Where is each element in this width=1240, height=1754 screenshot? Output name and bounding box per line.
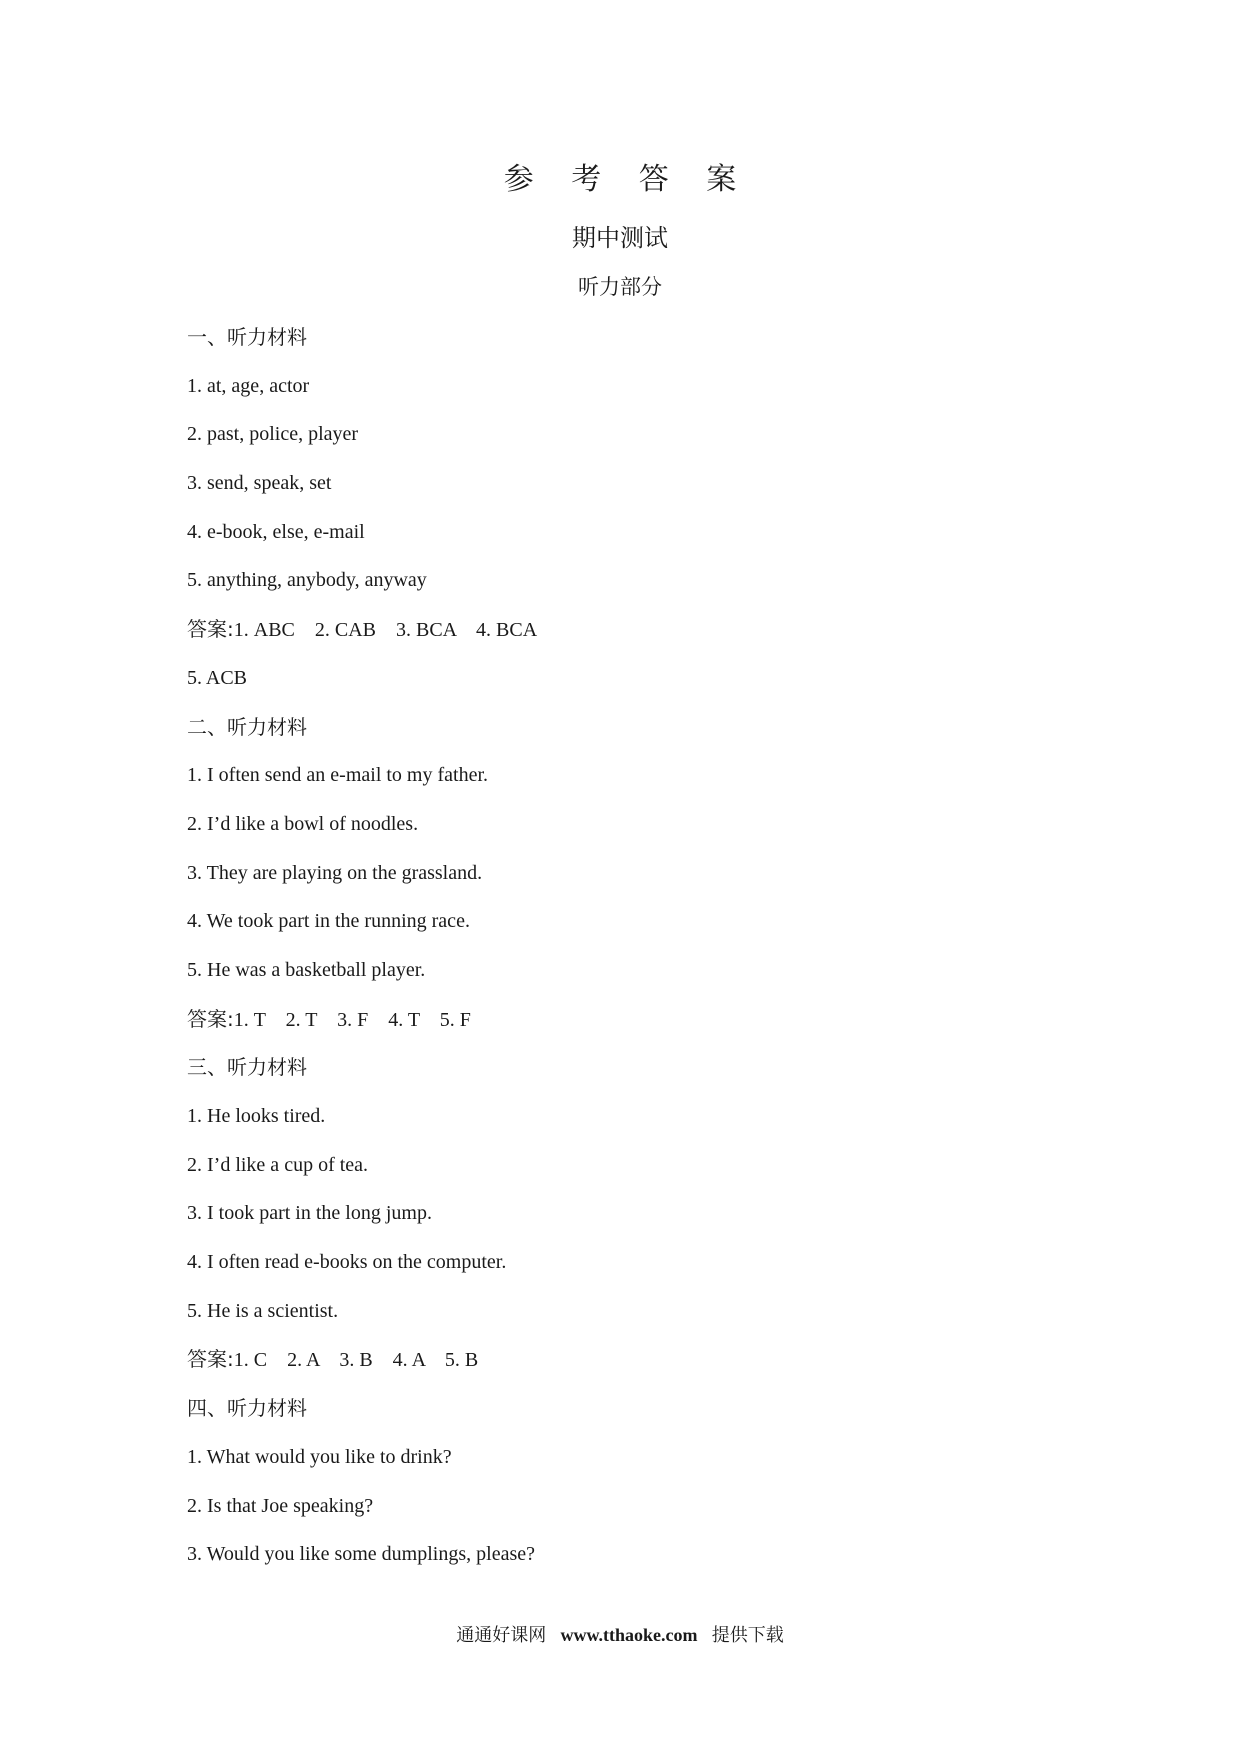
list-item: 2. I’d like a cup of tea. — [187, 1153, 369, 1176]
list-item: 5. He is a scientist. — [187, 1299, 339, 1322]
list-item: 1. He looks tired. — [187, 1105, 326, 1127]
answer-line — [187, 614, 1087, 663]
exam-subtitle: 期中测试 — [572, 224, 668, 252]
section-heading: 二、听力材料 — [187, 714, 307, 739]
list-item: 5. He was a basketball player. — [187, 958, 426, 981]
list-item: 3. I took part in the long jump. — [187, 1202, 432, 1225]
list-item: 3. send, speak, set — [187, 472, 332, 495]
list-item: 1. I often send an e-mail to my father. — [187, 764, 489, 787]
footer — [0, 1622, 1240, 1649]
list-item: 1. at, age, actor — [187, 374, 310, 397]
list-item: 2. I’d like a bowl of noodles. — [187, 812, 419, 835]
footer-suffix: 提供下载 — [711, 1625, 784, 1646]
list-item: 1. What would you like to drink? — [187, 1445, 452, 1468]
list-item: 2. past, police, player — [187, 423, 359, 446]
answer-line — [187, 1344, 1087, 1393]
footer-url[interactable]: www.tthaoke.com — [560, 1625, 698, 1645]
list-item: 2. Is that Joe speaking? — [187, 1494, 374, 1517]
list-item: 5. anything, anybody, anyway — [187, 569, 427, 592]
list-item: 3. Would you like some dumplings, please? — [187, 1543, 535, 1566]
page-title: 参 考 答 案 — [503, 162, 751, 197]
list-item: 4. I often read e-books on the computer. — [187, 1251, 507, 1274]
list-item: 5. ACB — [187, 666, 248, 689]
answer-label: 答案: — [187, 1347, 234, 1372]
answer-content — [187, 322, 1087, 1588]
footer-site-name: 通通好课网 — [456, 1625, 547, 1646]
section-heading: 三、听力材料 — [187, 1055, 307, 1080]
section-heading: 四、听力材料 — [187, 1396, 307, 1421]
answer-line — [187, 1004, 1087, 1053]
section-title: 听力部分 — [578, 275, 662, 299]
list-item: 3. They are playing on the grassland. — [187, 861, 483, 884]
list-item: 4. e-book, else, e-mail — [187, 520, 365, 543]
answer-text: 1. ABC 2. CAB 3. BCA 4. BCA — [233, 619, 538, 642]
answer-text: 1. C 2. A 3. B 4. A 5. B — [233, 1349, 479, 1372]
answer-label: 答案: — [187, 1006, 234, 1031]
list-item: 4. We took part in the running race. — [187, 910, 470, 933]
answer-text: 1. T 2. T 3. F 4. T 5. F — [233, 1008, 471, 1031]
answer-label: 答案: — [187, 617, 234, 642]
section-heading: 一、听力材料 — [187, 325, 307, 349]
